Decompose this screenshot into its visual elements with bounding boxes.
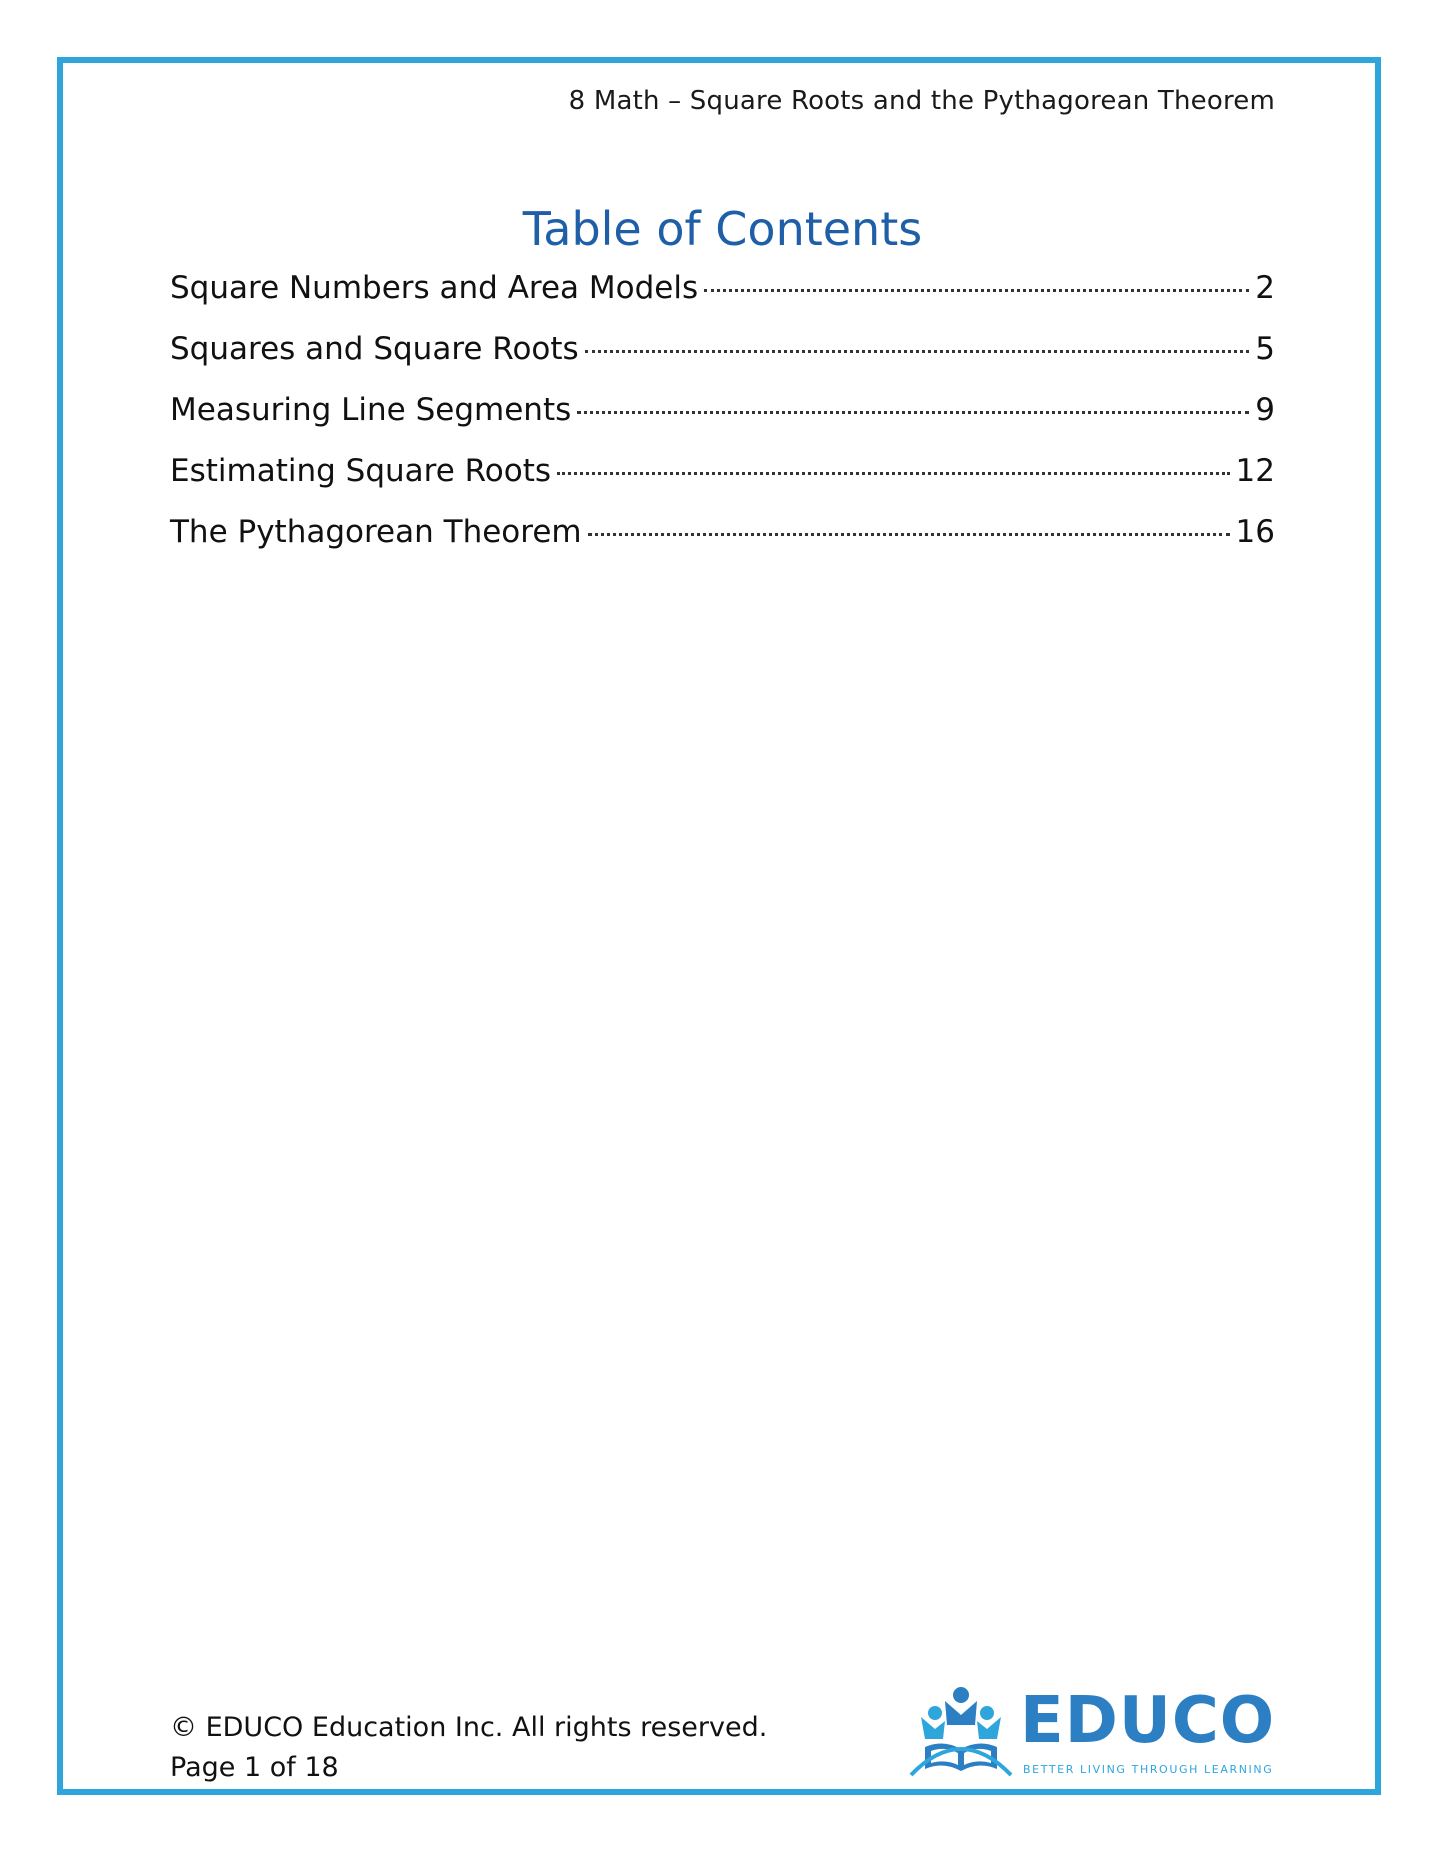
educo-logo-tagline: BETTER LIVING THROUGH LEARNING — [1023, 1763, 1274, 1776]
toc-entry[interactable] — [170, 514, 1275, 575]
toc-entry-label: Estimating Square Roots — [170, 453, 552, 489]
footer — [170, 1708, 767, 1788]
toc-entry-label: The Pythagorean Theorem — [170, 514, 582, 550]
toc-entry-page: 16 — [1235, 514, 1275, 550]
toc-entry-label: Measuring Line Segments — [170, 392, 572, 428]
toc-dot-leader — [588, 533, 1230, 536]
running-header: 8 Math – Square Roots and the Pythagorean Theorem — [568, 86, 1275, 116]
toc-entry[interactable] — [170, 270, 1275, 331]
toc-entry-page: 5 — [1255, 331, 1275, 367]
toc-entry[interactable] — [170, 453, 1275, 514]
toc-list — [170, 270, 1275, 575]
toc-entry-page: 9 — [1255, 392, 1275, 428]
page-indicator: Page 1 of 18 — [170, 1752, 339, 1783]
toc-dot-leader — [557, 472, 1230, 475]
educo-logo — [905, 1683, 1276, 1783]
toc-entry-page: 12 — [1235, 453, 1275, 489]
educo-logo-mark-icon — [905, 1683, 1017, 1783]
toc-dot-leader — [585, 350, 1250, 353]
toc-title: Table of Contents — [522, 202, 923, 256]
educo-logo-wordmark: EDUCO — [1020, 1684, 1276, 1758]
toc-entry-label: Square Numbers and Area Models — [170, 270, 699, 306]
toc-entry[interactable] — [170, 392, 1275, 453]
toc-entry-page: 2 — [1255, 270, 1275, 306]
toc-entry-label: Squares and Square Roots — [170, 331, 579, 367]
toc-entry[interactable] — [170, 331, 1275, 392]
toc-dot-leader — [704, 289, 1249, 292]
copyright-notice: © EDUCO Education Inc. All rights reserved. — [170, 1712, 768, 1743]
toc-dot-leader — [577, 411, 1249, 414]
